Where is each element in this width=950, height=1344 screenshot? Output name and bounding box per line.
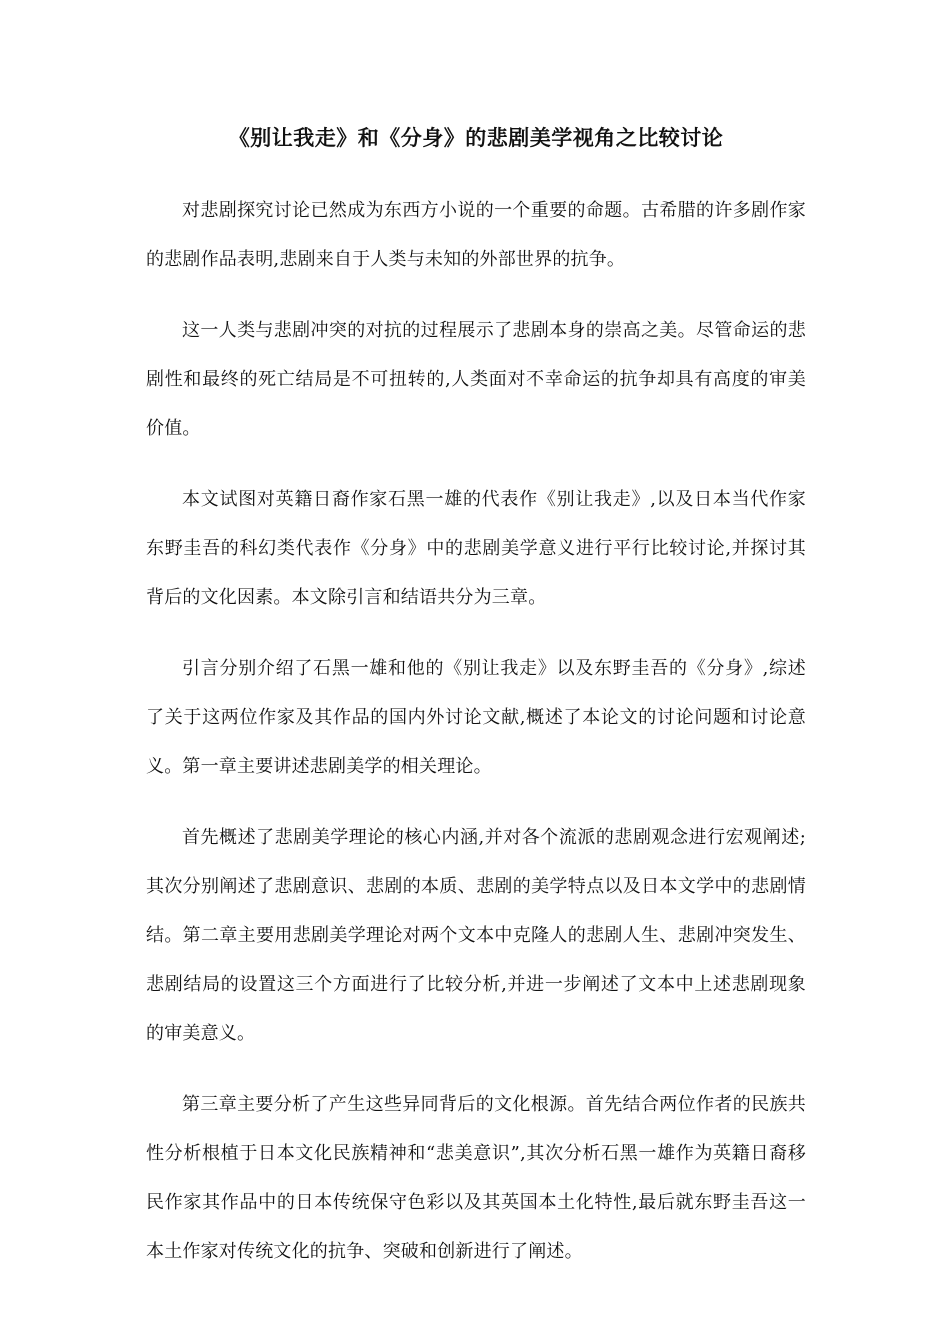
paragraph-2: 这一人类与悲剧冲突的对抗的过程展示了悲剧本身的崇高之美。尽管命运的悲剧性和最终的死亡结局是不可扭转的,人类面对不幸命运的抗争却具有高度的审美价值。 <box>146 320 806 439</box>
document-title: 《别让我走》和《分身》的悲剧美学视角之比较讨论 <box>228 125 724 150</box>
paragraph-1: 对悲剧探究讨论已然成为东西方小说的一个重要的命题。古希腊的许多剧作家的悲剧作品表明,悲剧来自于人类与未知的外部世界的抗争。 <box>146 200 806 270</box>
document-page <box>146 118 806 1298</box>
paragraph-5: 首先概述了悲剧美学理论的核心内涵,并对各个流派的悲剧观念进行宏观阐述;其次分别阐述了悲剧意识、悲剧的本质、悲剧的美学特点以及日本文学中的悲剧情结。第二章主要用悲剧美学理论对两个文本中克隆人的悲剧人生、悲剧冲突发生、悲剧结局的设置这三个方面进行了比较分析,并进一步阐述了文本中上述悲剧现象的审美意义。 <box>146 827 806 1044</box>
paragraph-4: 引言分别介绍了石黑一雄和他的《别让我走》以及东野圭吾的《分身》,综述了关于这两位作家及其作品的国内外讨论文献,概述了本论文的讨论问题和讨论意义。第一章主要讲述悲剧美学的相关理论。 <box>146 658 806 777</box>
paragraph-6: 第三章主要分析了产生这些异同背后的文化根源。首先结合两位作者的民族共性分析根植于日本文化民族精神和“悲美意识”,其次分析石黑一雄作为英籍日裔移民作家其作品中的日本传统保守色彩以及其英国本土化特性,最后就东野圭吾这一本土作家对传统文化的抗争、突破和创新进行了阐述。 <box>146 1094 806 1262</box>
paragraph-3: 本文试图对英籍日裔作家石黑一雄的代表作《别让我走》,以及日本当代作家东野圭吾的科幻类代表作《分身》中的悲剧美学意义进行平行比较讨论,并探讨其背后的文化因素。本文除引言和结语共分为三章。 <box>146 489 806 608</box>
